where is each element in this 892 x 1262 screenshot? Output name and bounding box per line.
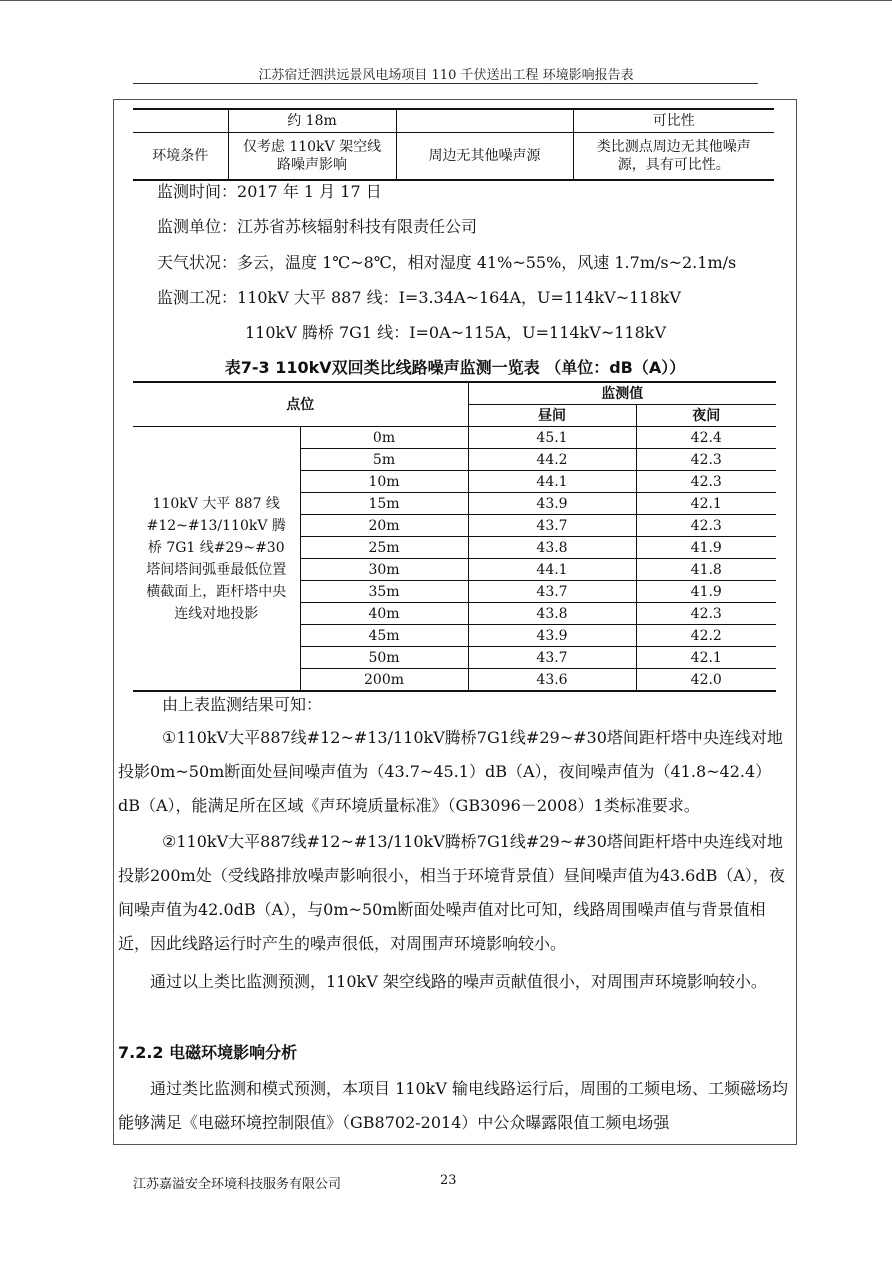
table-cell: 仅考虑 110kV 架空线路噪声影响 [228, 133, 396, 181]
distance-cell: 50m [300, 647, 468, 669]
comparison-table [133, 108, 774, 181]
paragraph-1: ①110kV大平887线#12~#13/110kV腾桥7G1线#29~#30塔间距杆塔中央连线对地投影0m~50m断面处昼间噪声值为（43.7~45.1）dB（A），夜间噪声值为（41.8~42.4）dB（A），能满足所在区域《声环境质量标准》（GB3096－2008）1类标准要求。 [118, 728, 783, 815]
value: 2017 年 1 月 17 日 [237, 182, 382, 201]
night-value-cell: 42.1 [636, 647, 776, 669]
col-night-header: 夜间 [636, 405, 776, 427]
monitor-unit [157, 217, 477, 237]
conclusion-intro [118, 688, 792, 722]
work-condition [157, 288, 681, 308]
day-value-cell: 44.1 [468, 471, 636, 493]
paragraph-3: 通过以上类比监测预测，110kV 架空线路的噪声贡献值很小，对周围声环境影响较小。 [150, 972, 767, 991]
paragraph-2: ②110kV大平887线#12~#13/110kV腾桥7G1线#29~#30塔间距杆塔中央连线对地投影200m处（受线路排放噪声影响很小，相当于环境背景值）昼间噪声值为43.6dB（A），夜间噪声值为42.0dB（A），与0m~50m断面处噪声值对比可知，线路周围噪声值与背景值相近，因此线路运行时产生的噪声很低，对周围声环境影响较小。 [118, 832, 785, 953]
distance-cell: 40m [300, 603, 468, 625]
page-header-title: 江苏宿迁泗洪远景风电场项目 110 千伏送出工程 环境影响报告表 [258, 68, 634, 83]
value: 江苏省苏核辐射科技有限责任公司 [237, 217, 478, 236]
table-cell: 周边无其他噪声源 [396, 133, 573, 181]
text: 由上表监测结果可知： [162, 695, 323, 714]
day-value-cell: 43.7 [468, 647, 636, 669]
noise-table [133, 381, 776, 692]
label: 监测时间： [157, 182, 238, 201]
day-value-cell: 43.8 [468, 537, 636, 559]
table-header-row [133, 382, 776, 405]
section-heading: 7.2.2 电磁环境影响分析 [118, 1043, 298, 1062]
table-cell: 约 18m [228, 109, 396, 133]
col-value-header: 监测值 [468, 382, 776, 405]
distance-cell: 15m [300, 493, 468, 515]
day-value-cell: 43.7 [468, 581, 636, 603]
table-cell: 类比测点周边无其他噪声源，具有可比性。 [573, 133, 774, 181]
night-value-cell: 41.8 [636, 559, 776, 581]
weather [157, 253, 736, 273]
point-group-label: 110kV 大平 887 线 #12~#13/110kV 腾桥 7G1 线#29~#30 塔间塔间弧垂最低位置横截面上，距杆塔中央连线对地投影 [133, 427, 300, 692]
distance-cell: 35m [300, 581, 468, 603]
col-day-header: 昼间 [468, 405, 636, 427]
col-point-header: 点位 [133, 382, 468, 427]
day-value-cell: 43.9 [468, 493, 636, 515]
night-value-cell: 42.4 [636, 427, 776, 449]
table-cell [396, 109, 573, 133]
day-value-cell: 45.1 [468, 427, 636, 449]
distance-cell: 20m [300, 515, 468, 537]
night-value-cell: 42.0 [636, 669, 776, 692]
distance-cell: 25m [300, 537, 468, 559]
monitor-time [157, 182, 382, 202]
page-number: 23 [440, 1173, 457, 1188]
night-value-cell: 42.2 [636, 625, 776, 647]
label: 监测工况： [157, 288, 238, 307]
night-value-cell: 42.3 [636, 449, 776, 471]
day-value-cell: 43.6 [468, 669, 636, 692]
label: 天气状况： [157, 253, 238, 272]
label: 监测单位： [157, 217, 238, 236]
night-value-cell: 42.3 [636, 515, 776, 537]
night-value-cell: 42.3 [636, 603, 776, 625]
day-value-cell: 44.1 [468, 559, 636, 581]
distance-cell: 10m [300, 471, 468, 493]
night-value-cell: 42.1 [636, 493, 776, 515]
day-value-cell: 43.9 [468, 625, 636, 647]
table-row [133, 109, 774, 133]
night-value-cell: 41.9 [636, 537, 776, 559]
table-row [133, 133, 774, 181]
value: 多云，温度 1℃~8℃，相对湿度 41%~55%，风速 1.7m/s~2.1m/s [237, 253, 737, 272]
page-top-border [0, 0, 892, 1]
footer-company: 江苏嘉溢安全环境科技服务有限公司 [133, 1177, 342, 1192]
value: 110kV 大平 887 线：I=3.34A~164A，U=114kV~118kV [237, 288, 681, 307]
table-cell: 环境条件 [152, 148, 209, 164]
distance-cell: 200m [300, 669, 468, 692]
table-cell: 可比性 [573, 109, 774, 133]
paragraph-4: 通过类比监测和模式预测，本项目 110kV 输电线路运行后，周围的工频电场、工频磁场均能够满足《电磁环境控制限值》（GB8702-2014）中公众曝露限值工频电场强 [118, 1079, 788, 1132]
day-value-cell: 43.7 [468, 515, 636, 537]
table-caption: 表7-3 110kV双回类比线路噪声监测一览表 （单位：dB（A）） [224, 358, 686, 377]
work-condition-2: 110kV 腾桥 7G1 线：I=0A~115A，U=114kV~118kV [245, 323, 667, 342]
day-value-cell: 44.2 [468, 449, 636, 471]
distance-cell: 30m [300, 559, 468, 581]
table-row [133, 427, 776, 449]
distance-cell: 45m [300, 625, 468, 647]
table-cell [133, 109, 228, 133]
distance-cell: 5m [300, 449, 468, 471]
night-value-cell: 41.9 [636, 581, 776, 603]
day-value-cell: 43.8 [468, 603, 636, 625]
night-value-cell: 42.3 [636, 471, 776, 493]
header-rule [133, 83, 758, 84]
distance-cell: 0m [300, 427, 468, 449]
